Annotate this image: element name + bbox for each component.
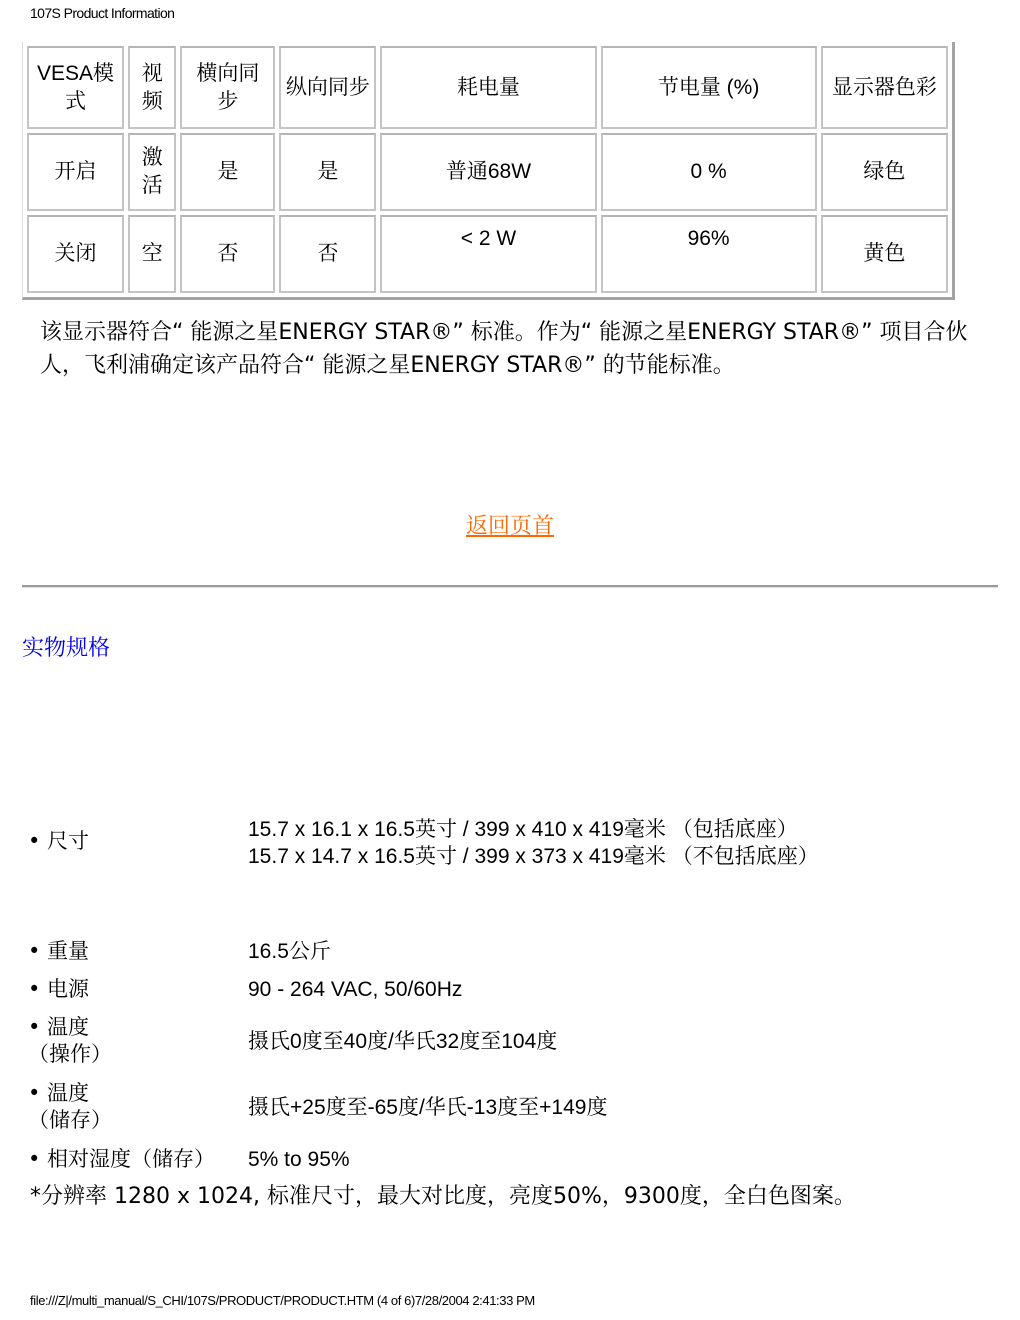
- energy-star-notice: 该显示器符合“ 能源之星ENERGY STAR®” 标准。作为“ 能源之星ENERGY STAR®” 项目合伙人，飞利浦确定该产品符合“ 能源之星ENERGY STAR®” 的节能标准。: [40, 320, 968, 378]
- spec-value: 16.5公斤: [248, 940, 331, 963]
- table-cell: 0 %: [601, 133, 817, 211]
- power-management-table: [22, 42, 955, 300]
- table-cell: 空: [128, 215, 176, 293]
- table-cell: 96%: [601, 215, 817, 293]
- table-cell: 是: [180, 133, 275, 211]
- spec-label-line: （储存）: [28, 1108, 112, 1132]
- table-cell: 否: [279, 215, 376, 293]
- table-cell: 开启: [27, 133, 124, 211]
- spec-value-line: 15.7 x 14.7 x 16.5英寸 / 399 x 373 x 419毫米 （不包括底座）: [248, 845, 819, 868]
- spec-value: 摄氏0度至40度/华氏32度至104度: [248, 1030, 558, 1053]
- table-header-cell: 节电量 (%): [601, 46, 817, 129]
- spec-value: 5% to 95%: [248, 1148, 350, 1171]
- table-header-cell: 显示器色彩: [821, 46, 948, 129]
- table-cell: 黄色: [821, 215, 948, 293]
- table-header-cell: 耗电量: [380, 46, 596, 129]
- table-header-cell: VESA模式: [27, 46, 124, 129]
- table-header-cell: 视频: [128, 46, 176, 129]
- spec-label: [28, 1080, 243, 1134]
- spec-label: [28, 1014, 243, 1068]
- spec-value: [248, 816, 948, 870]
- section-title: 实物规格: [22, 636, 111, 661]
- spec-label: • 相对湿度（储存）: [28, 1147, 216, 1171]
- spec-label: • 重量: [28, 939, 90, 963]
- spec-label: • 电源: [28, 977, 90, 1001]
- table-cell: 是: [279, 133, 376, 211]
- table-cell: 绿色: [821, 133, 948, 211]
- table-row: [27, 215, 948, 293]
- page-header: 107S Product Information: [30, 5, 175, 21]
- back-to-top-link[interactable]: 返回页首: [465, 514, 554, 539]
- spec-label: • 尺寸: [28, 829, 90, 853]
- table-cell: 否: [180, 215, 275, 293]
- table-row: [27, 133, 948, 211]
- spec-label-line: • 温度: [28, 1015, 90, 1039]
- table-cell: < 2 W: [380, 215, 596, 293]
- spec-label-line: • 温度: [28, 1081, 90, 1105]
- table-cell: 普通68W: [380, 133, 596, 211]
- table-cell: 激活: [128, 133, 176, 211]
- resolution-footnote: *分辨率 1280 x 1024, 标准尺寸，最大对比度，亮度50%，9300度，全白色图案。: [30, 1184, 856, 1209]
- table-header-cell: 纵向同步: [279, 46, 376, 129]
- table-cell: 关闭: [27, 215, 124, 293]
- spec-label-line: （操作）: [28, 1042, 112, 1066]
- table-header-cell: 横向同步: [180, 46, 275, 129]
- spec-value: 90 - 264 VAC, 50/60Hz: [248, 978, 463, 1001]
- spec-value: 摄氏+25度至-65度/华氏-13度至+149度: [248, 1096, 608, 1119]
- page-footer: file:///Z|/multi_manual/S_CHI/107S/PRODUCT/PRODUCT.HTM (4 of 6)7/28/2004 2:41:33 PM: [30, 1293, 535, 1308]
- section-divider: [22, 585, 998, 588]
- spec-value-line: 15.7 x 16.1 x 16.5英寸 / 399 x 410 x 419毫米 （包括底座）: [248, 818, 798, 841]
- table-header-row: [27, 46, 948, 129]
